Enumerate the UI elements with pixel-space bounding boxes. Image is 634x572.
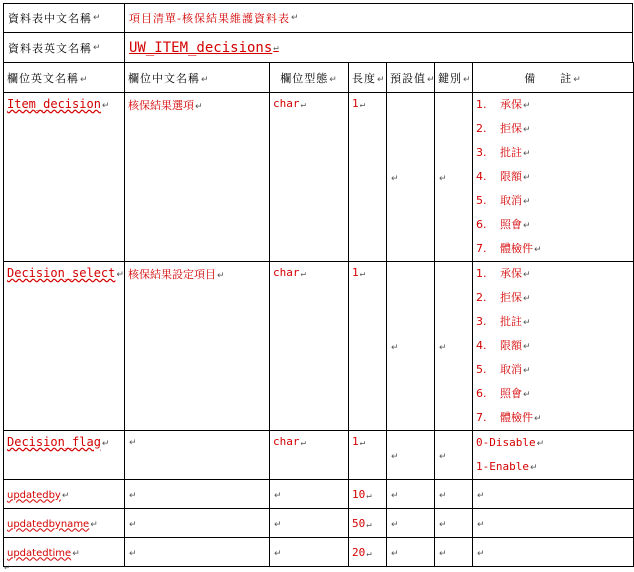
- note-line: 4. 限額↵: [476, 339, 531, 352]
- field-en-cell: updatedbyname↵: [4, 509, 125, 538]
- default-cell: ↵: [387, 538, 435, 567]
- key-cell: ↵: [435, 538, 473, 567]
- field-type-cell: ↵: [270, 480, 349, 509]
- col-header-notes: 備 註↵: [473, 63, 634, 93]
- paragraph-mark: ↵: [4, 564, 10, 572]
- table-name-cn-label: 資料表中文名稱 ↵: [4, 4, 125, 32]
- note-line: 0-Disable↵: [476, 436, 545, 449]
- key-cell: ↵: [435, 509, 473, 538]
- field-cn-cell: 核保結果設定項目↵: [125, 262, 270, 431]
- field-type-cell: ↵: [270, 509, 349, 538]
- field-definition-table: [3, 62, 634, 567]
- key-cell: ↵: [435, 480, 473, 509]
- table-row: [4, 431, 634, 480]
- table-name-en-value: UW_ITEM_decisions ↵: [129, 39, 279, 56]
- note-line: 5. 取消↵: [476, 194, 531, 207]
- notes-cell: [473, 431, 634, 480]
- default-cell: ↵: [387, 93, 435, 262]
- notes-cell: ↵: [473, 509, 634, 538]
- default-cell: ↵: [387, 262, 435, 431]
- note-line: 5. 取消↵: [476, 363, 531, 376]
- note-line: 2. 拒保↵: [476, 122, 531, 135]
- field-cn-cell: ↵: [125, 538, 270, 567]
- notes-cell: ↵: [473, 538, 634, 567]
- default-cell: ↵: [387, 509, 435, 538]
- field-en-cell: Item_decision↵: [4, 93, 125, 262]
- note-line: 2. 拒保↵: [476, 291, 531, 304]
- note-line: 3. 批註↵: [476, 315, 531, 328]
- col-header-field-type: 欄位型態↵: [270, 63, 349, 93]
- col-header-length: 長度↵: [349, 63, 387, 93]
- key-cell: ↵: [435, 431, 473, 480]
- column-header-row: [4, 63, 634, 93]
- table-row: [4, 509, 634, 538]
- key-cell: ↵: [435, 262, 473, 431]
- field-type-cell: ↵: [270, 538, 349, 567]
- field-en-cell: updatedby↵: [4, 480, 125, 509]
- field-cn-cell: ↵: [125, 480, 270, 509]
- default-cell: ↵: [387, 480, 435, 509]
- table-row: [4, 262, 634, 431]
- note-line: 1. 承保↵: [476, 98, 531, 111]
- note-line: 6. 照會↵: [476, 218, 531, 231]
- note-line: 4. 限額↵: [476, 170, 531, 183]
- col-header-field-cn: 欄位中文名稱↵: [125, 63, 270, 93]
- length-cell: 10↵: [349, 480, 387, 509]
- notes-cell: [473, 93, 634, 262]
- field-type-cell: char↵: [270, 262, 349, 431]
- length-cell: 1↵: [349, 431, 387, 480]
- col-header-key: 鍵別↵: [435, 63, 473, 93]
- note-line: 6. 照會↵: [476, 387, 531, 400]
- col-header-default: 預設值↵: [387, 63, 435, 93]
- table-row: [4, 538, 634, 567]
- field-cn-cell: ↵: [125, 431, 270, 480]
- note-line: 7. 體檢件↵: [476, 242, 542, 255]
- note-line: 1. 承保↵: [476, 267, 531, 280]
- field-en-cell: Decision_flag↵: [4, 431, 125, 480]
- table-name-cn-value: 項目清單-核保結果維護資料表 ↵: [129, 12, 300, 25]
- field-cn-cell: ↵: [125, 509, 270, 538]
- field-en-cell: updatedtime↵: [4, 538, 125, 567]
- length-cell: 1↵: [349, 93, 387, 262]
- note-line: 1-Enable↵: [476, 460, 538, 473]
- default-cell: ↵: [387, 431, 435, 480]
- table-name-en-row: [3, 32, 633, 63]
- field-en-cell: Decision_select↵: [4, 262, 125, 431]
- length-cell: 20↵: [349, 538, 387, 567]
- notes-cell: [473, 262, 634, 431]
- table-name-en-label: 資料表英文名稱 ↵: [4, 33, 125, 62]
- table-row: [4, 480, 634, 509]
- table-name-cn-row: [3, 3, 633, 33]
- field-cn-cell: 核保結果選項↵: [125, 93, 270, 262]
- length-cell: 1↵: [349, 262, 387, 431]
- length-cell: 50↵: [349, 509, 387, 538]
- field-type-cell: char↵: [270, 431, 349, 480]
- note-line: 3. 批註↵: [476, 146, 531, 159]
- key-cell: ↵: [435, 93, 473, 262]
- table-row: [4, 93, 634, 262]
- notes-cell: ↵: [473, 480, 634, 509]
- note-line: 7. 體檢件↵: [476, 411, 542, 424]
- col-header-field-en: 欄位英文名稱↵: [4, 63, 125, 93]
- field-type-cell: char↵: [270, 93, 349, 262]
